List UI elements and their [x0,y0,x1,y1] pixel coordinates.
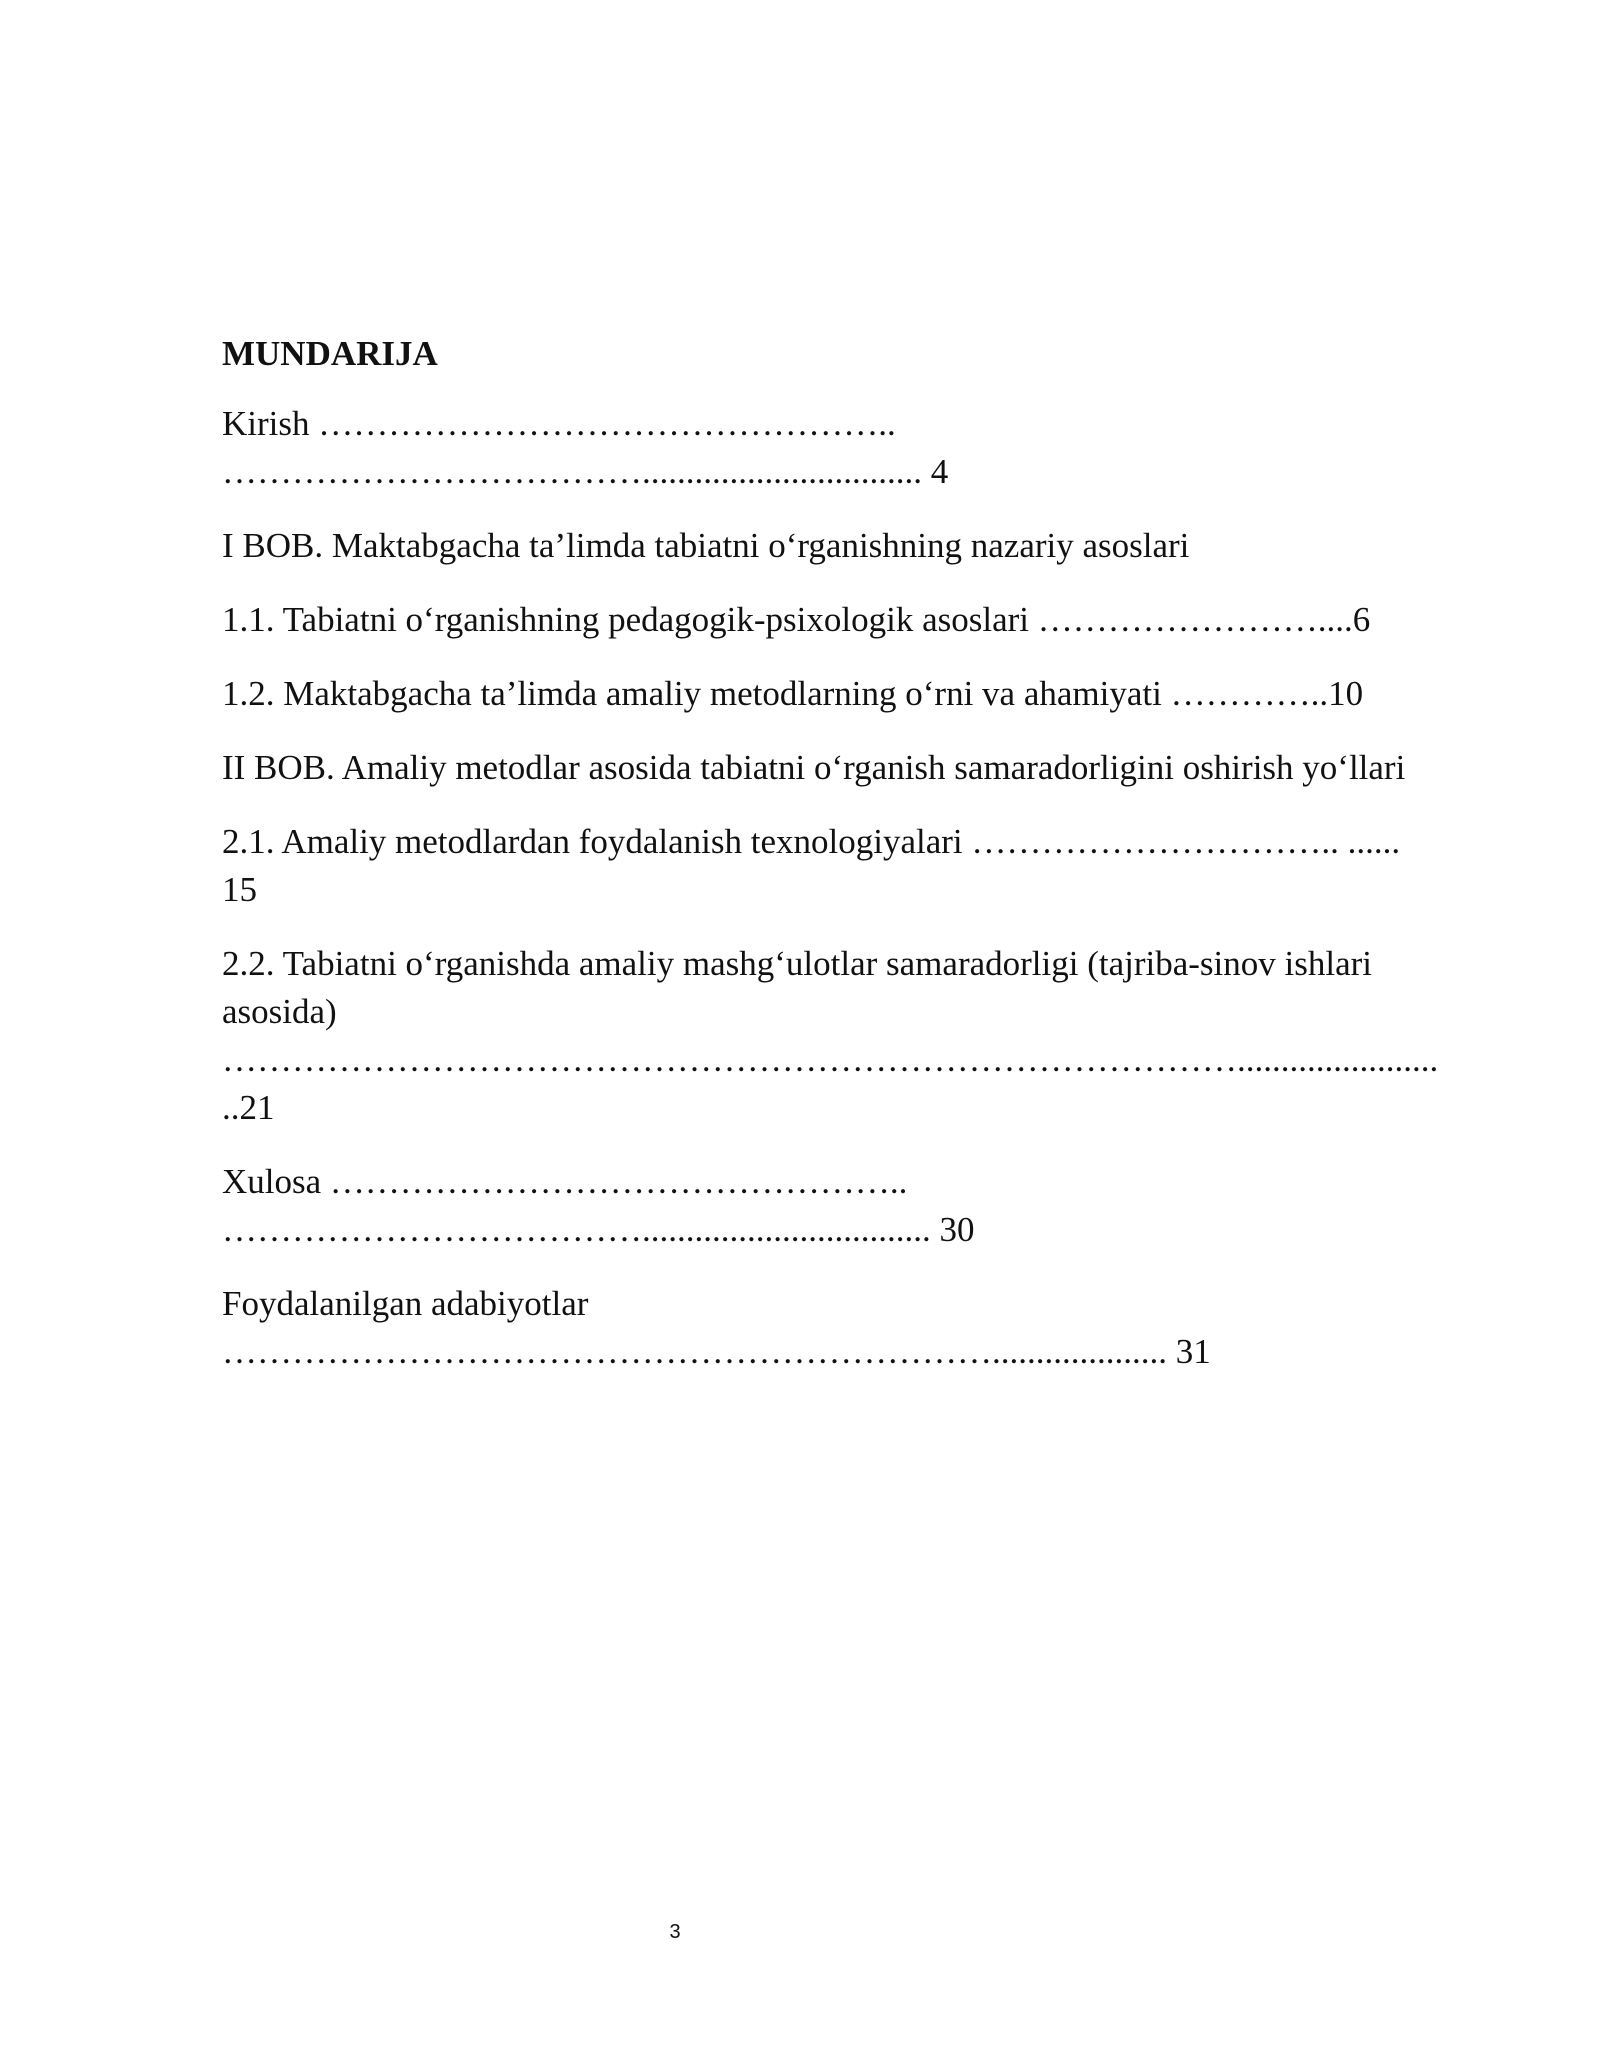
page-number: 3 [669,1921,681,1943]
toc-line: II BOB. Amaliy metodlar asosida tabiatni o‘rganish samaradorligini oshirish yo‘llari [222,748,1406,787]
toc-line: 1.2. Maktabgacha ta’limda amaliy metodlarning o‘rni va ahamiyati …………..10 [222,674,1364,713]
toc-line: Kirish ………………………………………….. [222,404,896,443]
toc-entry-kirish [222,400,1492,496]
toc-entry-chapter-1 [222,522,1492,570]
toc-line: ………………………………………………………….................... 31 [222,1332,1211,1371]
toc-entry-chapter-2 [222,744,1492,792]
toc-line: ………………………………................................. 30 [222,1210,975,1249]
toc-line: ..21 [222,1088,275,1127]
toc-line: Xulosa ………………………………………….. [222,1162,908,1201]
toc-line: I BOB. Maktabgacha ta’limda tabiatni o‘rganishning nazariy asoslari [222,526,1190,565]
toc-line: 2.2. Tabiatni o‘rganishda amaliy mashg‘ulotlar samaradorligi (tajriba-sinov ishlari [222,944,1372,983]
toc-entry-section-2-1 [222,818,1492,914]
toc-entry-references [222,1280,1492,1376]
toc-line: asosida) [222,992,337,1031]
toc-entry-xulosa [222,1158,1492,1254]
toc-entry-section-1-2 [222,670,1492,718]
toc-line: 2.1. Amaliy metodlardan foydalanish texnologiyalari ………………………….. ...... [222,822,1401,861]
toc-entry-section-2-2 [222,940,1492,1132]
toc-line: ………………………………................................ 4 [222,452,949,491]
toc-line: ……………………………………………………………………………....................... [222,1040,1439,1079]
toc-line: 1.1. Tabiatni o‘rganishning pedagogik-psixologik asoslari ……………………....6 [222,600,1371,639]
toc-entry-section-1-1 [222,596,1492,644]
toc-title: MUNDARIJA [222,334,438,373]
toc-line: 15 [222,870,257,909]
toc-line: Foydalanilgan adabiyotlar [222,1284,589,1323]
table-of-contents [222,330,1492,1402]
